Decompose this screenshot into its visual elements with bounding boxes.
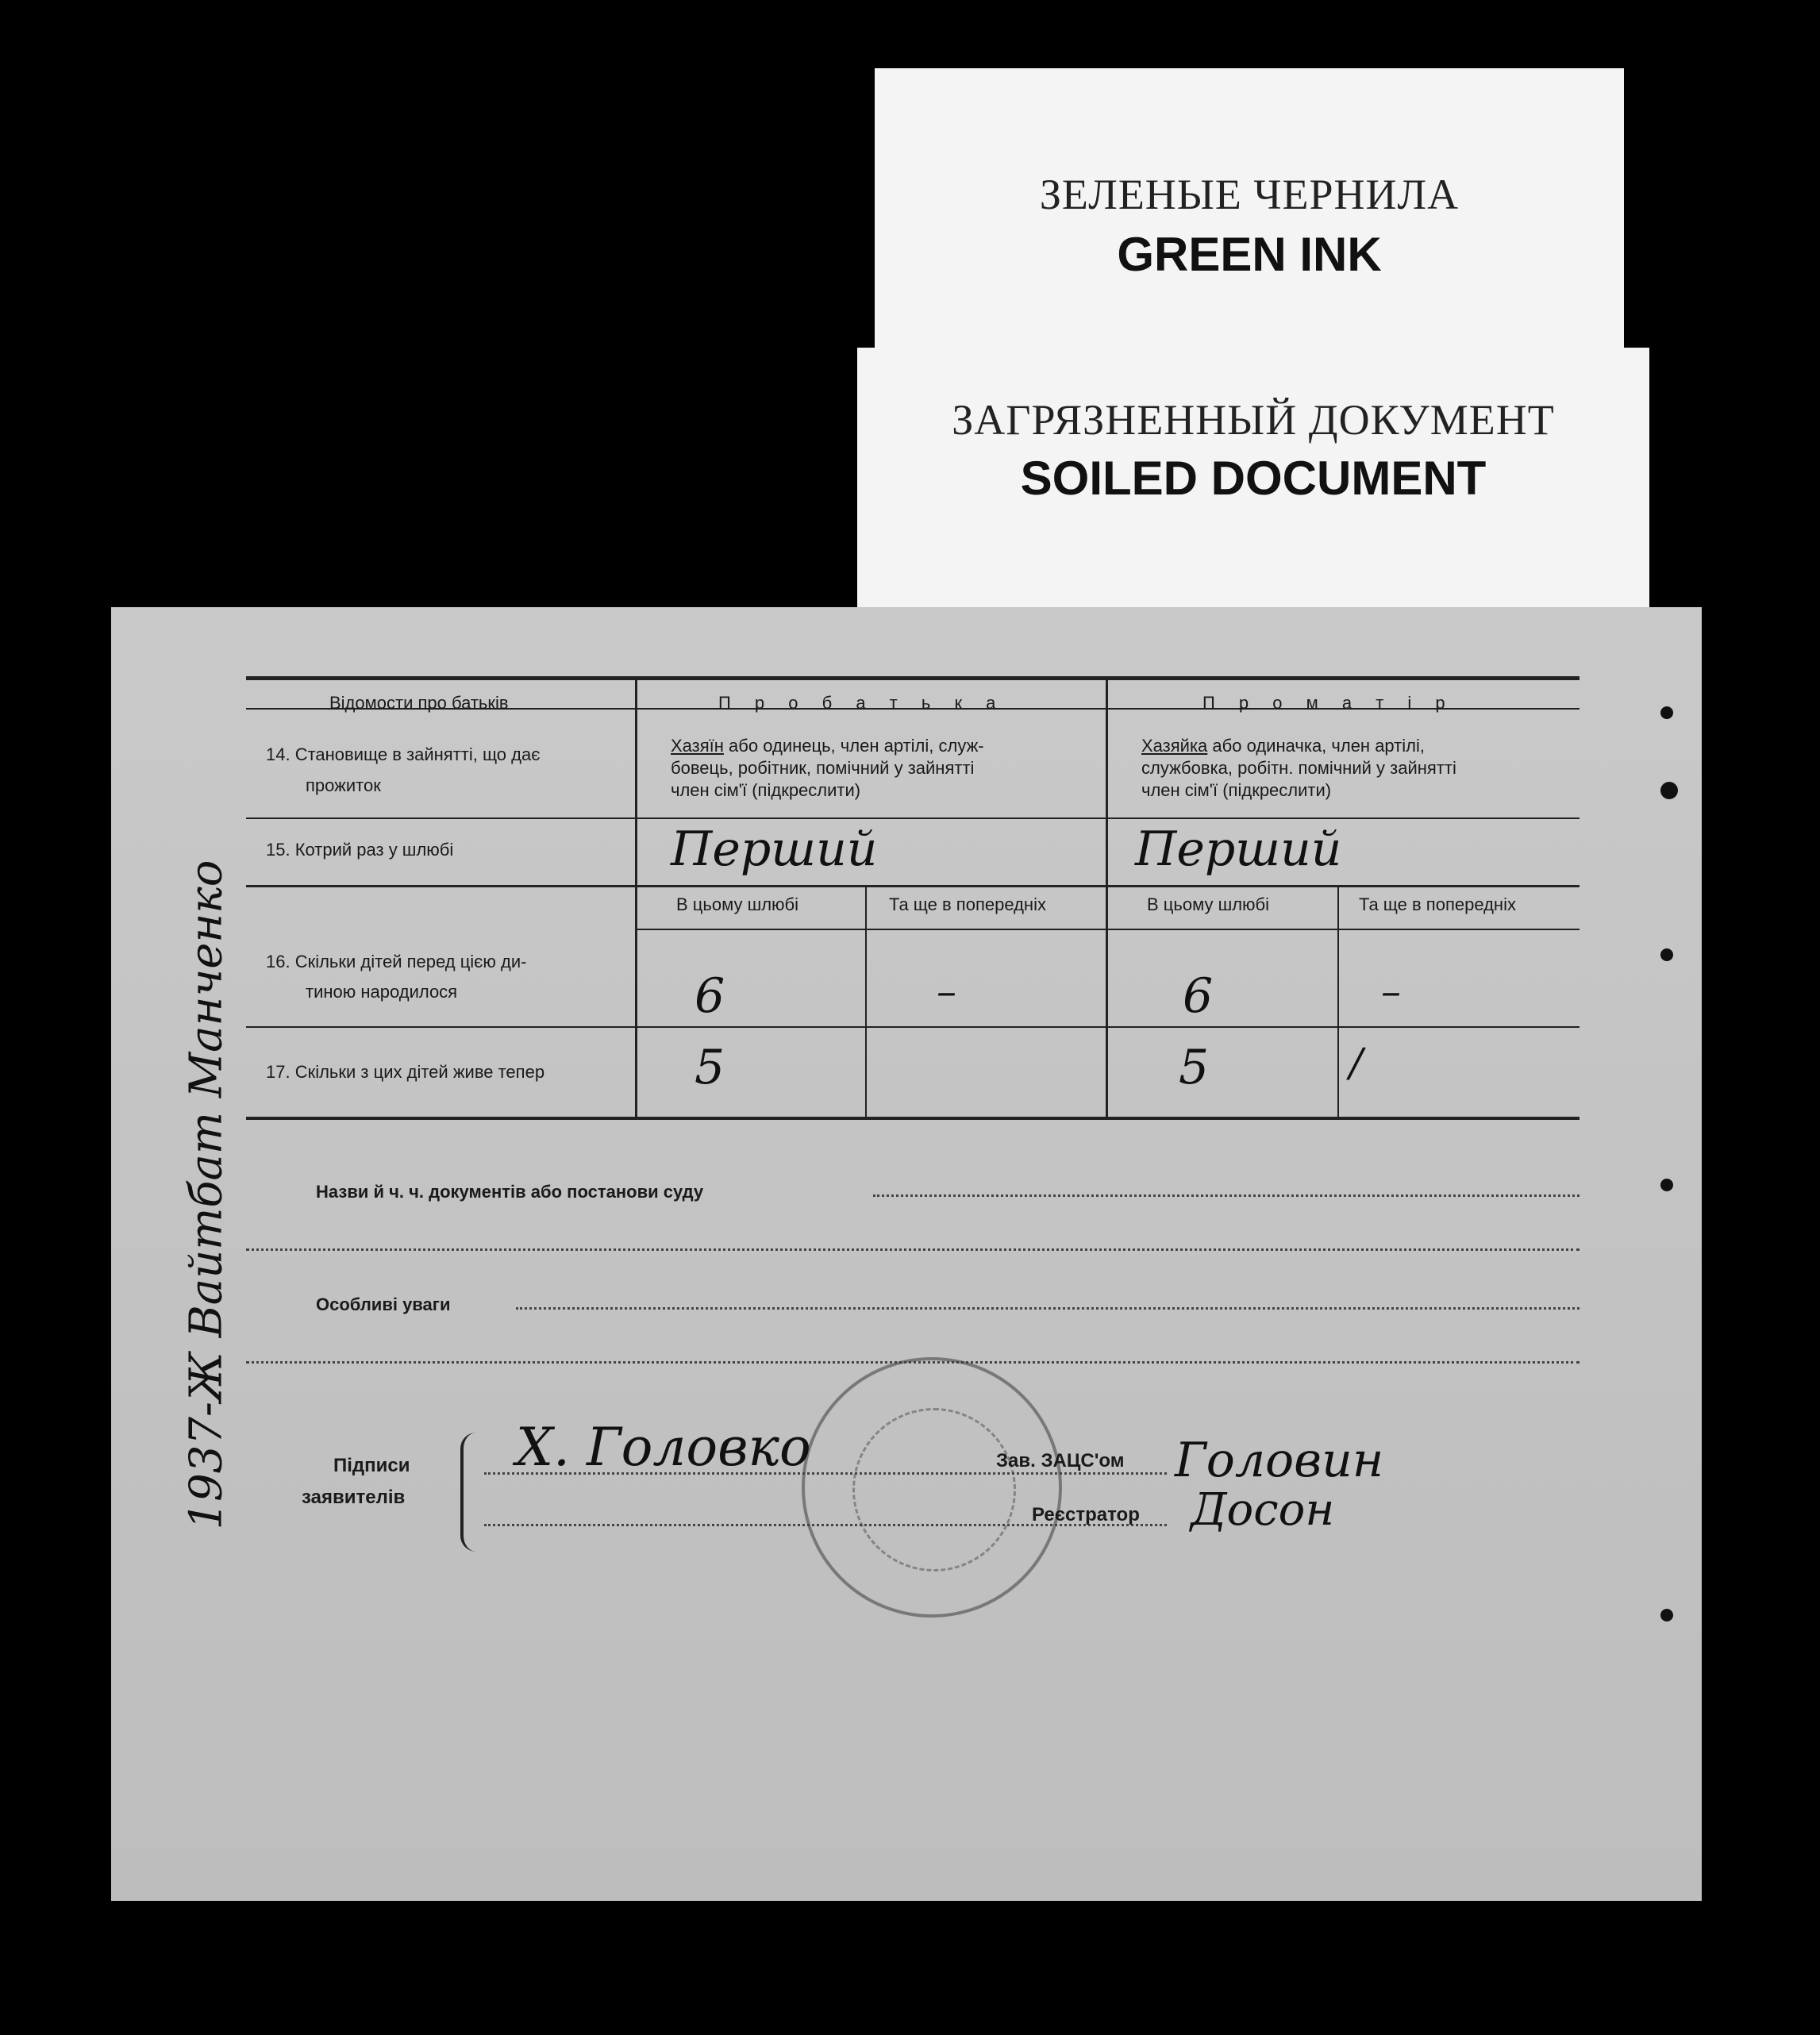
registration-form-sheet [111, 607, 1702, 1901]
father-occupation-rest: або одинець, член артілі, служ- [723, 736, 984, 756]
remarks-label: Особливі уваги [316, 1294, 451, 1314]
perforation-hole [1660, 948, 1673, 961]
mother-occupation-rest: або одиначка, член артілі, [1207, 736, 1425, 756]
father-children-alive: 5 [695, 1040, 725, 1095]
row16-rule [246, 1026, 1580, 1028]
row15-rule [246, 885, 1580, 887]
head-signature: Головин [1175, 1433, 1384, 1488]
father-this-marriage-header: В цьому шлюбі [676, 894, 799, 914]
header-about-father: П р о б а т ь к а [718, 693, 1006, 713]
row15-label: 15. Котрий раз у шлюбі [266, 840, 454, 860]
applicant-signature: Х. Головко [516, 1417, 811, 1478]
official-seal [802, 1357, 1062, 1618]
documents-line-1 [873, 1194, 1580, 1197]
row14-rule [246, 817, 1580, 819]
father-occupation-line3: член сім'ї (підкреслити) [671, 780, 861, 800]
signatures-label-2: заявителів [302, 1487, 406, 1508]
head-label: Зав. ЗАЦС'ом [996, 1450, 1125, 1471]
mother-occupation-line1 [1141, 736, 1425, 756]
mother-occupation-line3: член сім'ї (підкреслити) [1141, 780, 1332, 800]
green-label-en: GREEN INK [1117, 228, 1382, 281]
soiled-label-en: SOILED DOCUMENT [1020, 452, 1487, 505]
column-rule-father-split [865, 885, 867, 1119]
father-occupation-line1 [671, 736, 984, 756]
row16-label-1: 16. Скільки дітей перед цією ди- [266, 952, 527, 971]
perforation-hole [1660, 1179, 1673, 1191]
header-about-mother: П р о м а т і р [1202, 693, 1455, 713]
mother-this-marriage-header: В цьому шлюбі [1147, 894, 1270, 914]
margin-note: 1937-Ж Вайтбат Манченко [180, 860, 233, 1530]
row17-label: 17. Скільки з цих дітей живе тепер [266, 1062, 545, 1082]
documents-label: Назви й ч. ч. документів або постанови суду [316, 1182, 704, 1202]
table-bottom-rule [246, 1117, 1580, 1120]
mother-marriage-count: Перший [1135, 821, 1342, 877]
father-occupation-line2: бовець, робітник, помічний у зайнятті [671, 758, 975, 778]
registrar-label: Реєстратор [1032, 1504, 1140, 1525]
column-rule-1 [635, 676, 637, 1119]
table-top-rule [246, 676, 1580, 680]
father-children-previous: – [937, 968, 956, 1014]
signatures-brace [460, 1433, 481, 1552]
father-previous-header: Та ще в попередніх [889, 894, 1046, 914]
mother-previous-header: Та ще в попередніх [1359, 894, 1516, 914]
green-ink-label [875, 68, 1624, 364]
column-rule-2 [1106, 676, 1108, 1119]
header-parents-info: Відомости про батьків [329, 693, 509, 713]
mother-alive-previous: / [1349, 1040, 1363, 1086]
perforation-hole [1660, 706, 1673, 719]
column-rule-mother-split [1337, 885, 1339, 1119]
mother-children-previous: – [1381, 968, 1401, 1014]
documents-line-2 [246, 1248, 1580, 1251]
mother-occupation-line2: службовка, робітн. помічний у зайнятті [1141, 758, 1456, 778]
mother-children-born: 6 [1183, 968, 1214, 1024]
signatures-label-1: Підписи [333, 1455, 410, 1476]
father-occupation-underlined: Хазяїн [671, 736, 724, 756]
father-children-born: 6 [695, 968, 725, 1024]
registrar-signature: Досон [1191, 1484, 1335, 1536]
row16-label-2: тиною народилося [306, 982, 458, 1002]
soiled-document-label [857, 348, 1649, 608]
perforation-hole [1660, 782, 1678, 799]
remarks-line-1 [516, 1307, 1580, 1310]
mother-occupation-underlined: Хазяйка [1141, 736, 1208, 756]
soiled-label-ru: ЗАГРЯЗНЕННЫЙ ДОКУМЕНТ [952, 396, 1555, 444]
father-marriage-count: Перший [671, 821, 878, 877]
mother-children-alive: 5 [1179, 1040, 1210, 1095]
row14-label-1: 14. Становище в зайнятті, що дає [266, 744, 541, 764]
green-label-ru: ЗЕЛЕНЫЕ ЧЕРНИЛА [1039, 171, 1460, 218]
row14-label-2: прожиток [306, 775, 381, 795]
perforation-hole [1660, 1609, 1673, 1621]
